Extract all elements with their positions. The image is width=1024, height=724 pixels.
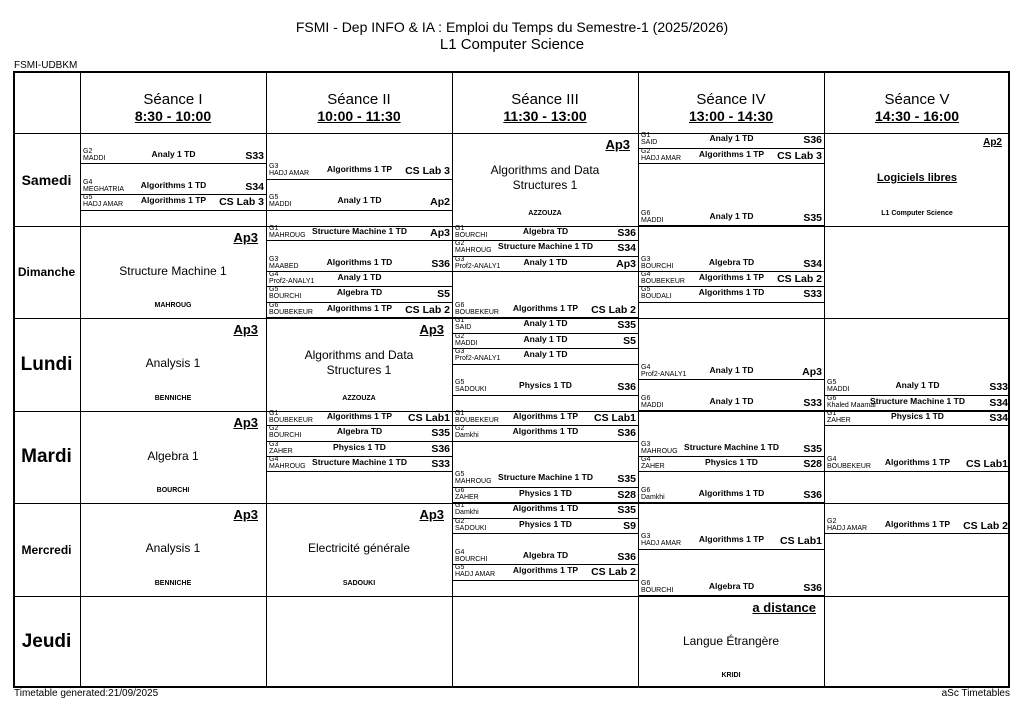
- lecture-course: Analysis 1: [145, 356, 201, 370]
- slot-teacher: HADJ AMAR: [269, 170, 310, 177]
- slot-teacher: Khaled Maamar: [827, 401, 877, 409]
- lecture-teacher: BENNICHE: [154, 580, 192, 587]
- slot-group-id: G2: [83, 147, 93, 155]
- slot-group-id: G5: [455, 564, 465, 571]
- slot-group-id: G3: [641, 440, 651, 448]
- slot-course: Analy 1 TD: [523, 318, 568, 328]
- group-slot: [81, 180, 266, 196]
- slot-teacher: MAABED: [269, 262, 299, 270]
- slot-course: Physics 1 TD: [519, 518, 572, 529]
- slot-room: S33: [989, 381, 1008, 393]
- slot-group-id: G6: [641, 579, 651, 587]
- slot-teacher: MAHROUG: [269, 232, 306, 239]
- slot-group-id: G1: [269, 410, 279, 417]
- group-slot: [639, 581, 824, 597]
- slot-group-id: G2: [455, 517, 465, 525]
- slot-group-id: G6: [455, 301, 465, 309]
- slot-group-id: G2: [641, 147, 651, 155]
- institution-label: FSMI-UDBKM: [14, 60, 78, 71]
- lecture-room: Ap3: [233, 507, 258, 522]
- slot-group-id: G5: [269, 286, 279, 294]
- slot-room: S36: [617, 227, 636, 239]
- grid-border-bottom: [13, 686, 1010, 688]
- generator-brand: aSc Timetables: [941, 688, 1010, 699]
- lecture-course: Algorithms and Data Structures 1: [490, 163, 600, 192]
- slot-teacher: SAID: [641, 139, 658, 146]
- slot-group-id: G4: [827, 456, 837, 463]
- session-name: Séance II: [327, 91, 391, 108]
- slot-group-id: G3: [269, 163, 279, 170]
- lecture-teacher: KRIDI: [721, 672, 741, 679]
- slot-room: S33: [245, 149, 264, 162]
- slot-group-id: G3: [455, 255, 465, 263]
- slot-room: CS Lab 2: [591, 566, 636, 578]
- slot-room: S34: [803, 257, 822, 270]
- slot-group-id: G2: [455, 240, 465, 248]
- lecture-teacher: AZZOUZA: [528, 210, 562, 217]
- slot-course: Analy 1 TD: [337, 272, 382, 282]
- slot-teacher: Damkhi: [455, 509, 479, 516]
- slot-course: Structure Machine 1 TD: [498, 472, 593, 483]
- slot-room: CS Lab 3: [405, 165, 450, 177]
- group-slot: [825, 519, 1010, 535]
- slot-room: S35: [803, 211, 822, 224]
- group-slot: [267, 272, 452, 287]
- session-header: [80, 91, 266, 124]
- lecture-course: Algorithms and Data Structures 1: [304, 348, 414, 377]
- group-slot: [639, 442, 824, 457]
- group-slot: [639, 133, 824, 149]
- session-name: Séance V: [884, 91, 950, 108]
- slot-course: Algebra TD: [522, 226, 569, 236]
- slot-room: S9: [623, 519, 636, 532]
- slot-course: Physics 1 TD: [519, 487, 572, 498]
- slot-teacher: MAHROUG: [641, 447, 678, 455]
- lecture-room: Ap3: [419, 507, 444, 522]
- slot-teacher: HADJ AMAR: [455, 571, 496, 578]
- generated-date: Timetable generated:21/09/2025: [14, 688, 159, 699]
- slot-teacher: BOURCHI: [455, 555, 488, 563]
- group-slot: [825, 396, 1010, 412]
- slot-group-id: G5: [83, 194, 93, 201]
- slot-group-id: G4: [641, 363, 651, 371]
- lecture-course: Logiciels libres: [876, 172, 958, 184]
- slot-course: Structure Machine 1 TD: [312, 457, 407, 467]
- timetable-grid: [13, 71, 1010, 688]
- slot-group-id: G1: [455, 502, 465, 509]
- slot-course: Algebra TD: [708, 580, 755, 591]
- group-slot: [639, 211, 824, 227]
- group-slot: [267, 287, 452, 302]
- group-slot: [825, 411, 1010, 426]
- slot-teacher: BOUBEKEUR: [269, 308, 313, 316]
- slot-room: CS Lab1: [593, 412, 636, 424]
- group-slot: [453, 472, 638, 487]
- group-slot: [453, 488, 638, 503]
- row-divider: [13, 596, 1010, 597]
- slot-teacher: MADDI: [83, 154, 106, 162]
- lecture-room: Ap3: [605, 137, 630, 152]
- slot-course: Algebra TD: [336, 426, 383, 437]
- group-slot: [267, 226, 452, 241]
- slot-teacher: Prof2-ANALY1: [269, 278, 315, 285]
- slot-teacher: Prof2-ANALY1: [455, 262, 501, 270]
- slot-course: Algorithms 1 TP: [326, 411, 393, 421]
- group-slot: [453, 257, 638, 272]
- session-name: Séance IV: [696, 91, 766, 108]
- slot-teacher: MEGHATRIA: [83, 185, 125, 193]
- day-label: Samedi: [21, 171, 72, 188]
- slot-group-id: G4: [641, 456, 651, 463]
- group-slot: [453, 426, 638, 441]
- group-slot: [453, 349, 638, 365]
- group-slot: [453, 550, 638, 566]
- slot-room: S36: [803, 581, 822, 594]
- group-slot: [453, 411, 638, 426]
- group-slot: [453, 519, 638, 535]
- slot-course: Structure Machine 1 TD: [498, 241, 593, 252]
- slot-teacher: MADDI: [641, 216, 664, 224]
- lecture-room: Ap3: [233, 230, 258, 245]
- slot-group-id: G6: [641, 209, 651, 217]
- slot-teacher: ZAHER: [641, 463, 665, 470]
- slot-group-id: G1: [641, 132, 651, 139]
- group-slot: [453, 241, 638, 256]
- slot-room: S33: [803, 288, 822, 301]
- session-time: 8:30 - 10:00: [134, 108, 212, 124]
- lecture-room: Ap3: [233, 415, 258, 430]
- day-label: Mercredi: [21, 542, 72, 557]
- slot-teacher: BOUBEKEUR: [455, 417, 499, 424]
- slot-teacher: Prof2-ANALY1: [641, 370, 687, 378]
- slot-course: Algorithms 1 TP: [698, 534, 765, 544]
- group-slot: [267, 457, 452, 472]
- slot-room: S36: [431, 442, 450, 455]
- lecture-room: a distance: [752, 600, 816, 615]
- slot-room: S35: [617, 473, 636, 486]
- slot-course: Physics 1 TD: [333, 441, 386, 452]
- slot-room: S33: [803, 396, 822, 409]
- slot-course: Analy 1 TD: [709, 395, 754, 406]
- slot-room: S28: [803, 458, 822, 470]
- slot-group-id: G6: [269, 301, 279, 309]
- day-label: Lundi: [20, 353, 73, 375]
- group-slot: [639, 365, 824, 381]
- lecture-teacher: BENNICHE: [154, 395, 192, 402]
- slot-teacher: BOURCHI: [269, 432, 302, 440]
- group-slot: [267, 257, 452, 272]
- slot-room: CS Lab1: [407, 412, 450, 424]
- slot-teacher: BOURCHI: [269, 293, 302, 301]
- group-slot: [453, 565, 638, 581]
- group-slot: [267, 442, 452, 457]
- slot-group-id: G6: [455, 486, 465, 494]
- slot-room: S36: [803, 134, 822, 146]
- slot-teacher: Damkhi: [455, 432, 479, 440]
- slot-teacher: BOURCHI: [455, 232, 488, 239]
- slot-room: S34: [989, 412, 1008, 424]
- lecture-room: Ap2: [983, 137, 1002, 148]
- group-slot: [267, 164, 452, 180]
- slot-group-id: G6: [641, 486, 651, 494]
- slot-room: CS Lab 3: [219, 196, 264, 208]
- slot-room: S35: [617, 504, 636, 516]
- slot-teacher: BOURCHI: [641, 262, 674, 270]
- group-slot: [81, 195, 266, 211]
- slot-course: Analy 1 TD: [337, 195, 382, 205]
- slot-group-id: G2: [455, 425, 465, 433]
- slot-course: Algorithms 1 TP: [512, 302, 579, 313]
- lecture-course: Analysis 1: [145, 541, 201, 555]
- session-time: 14:30 - 16:00: [874, 108, 960, 124]
- slot-room: S5: [437, 288, 450, 301]
- slot-course: Algorithms 1 TP: [326, 164, 393, 174]
- lecture-teacher: MAHROUG: [154, 302, 192, 309]
- slot-teacher: BOUBEKEUR: [269, 417, 313, 424]
- slot-teacher: HADJ AMAR: [641, 540, 682, 547]
- slot-teacher: MAHROUG: [455, 247, 492, 255]
- slot-room: S33: [431, 458, 450, 470]
- slot-teacher: HADJ AMAR: [641, 154, 682, 162]
- slot-course: Algebra TD: [336, 287, 383, 298]
- grid-border-top: [13, 71, 1010, 73]
- slot-course: Physics 1 TD: [891, 411, 944, 421]
- session-time: 10:00 - 11:30: [317, 108, 401, 124]
- group-slot: [639, 396, 824, 412]
- slot-teacher: MADDI: [269, 201, 292, 208]
- slot-room: S5: [623, 334, 636, 347]
- group-slot: [453, 318, 638, 334]
- slot-group-id: G3: [641, 533, 651, 540]
- slot-course: Algorithms 1 TP: [698, 272, 765, 282]
- slot-teacher: BOUDALI: [641, 293, 672, 301]
- lecture-course: Langue Étrangère: [682, 634, 780, 648]
- slot-group-id: G4: [641, 271, 651, 278]
- slot-room: S34: [617, 242, 636, 255]
- slot-course: Algebra TD: [522, 549, 569, 560]
- session-header: [638, 91, 824, 124]
- slot-group-id: G6: [641, 394, 651, 402]
- slot-room: CS Lab 3: [777, 149, 822, 162]
- slot-group-id: G5: [269, 194, 279, 201]
- day-label: Mardi: [21, 446, 72, 467]
- slot-course: Structure Machine 1 TD: [312, 226, 407, 236]
- lecture-teacher: BOURCHI: [156, 487, 190, 494]
- page-subtitle: L1 Computer Science: [439, 36, 585, 53]
- row-divider: [13, 133, 1010, 134]
- session-header: [266, 91, 452, 124]
- slot-teacher: ZAHER: [269, 447, 293, 455]
- slot-course: Analy 1 TD: [151, 148, 196, 159]
- session-header: [452, 91, 638, 124]
- slot-group-id: G1: [455, 410, 465, 417]
- slot-room: Ap3: [802, 365, 822, 378]
- group-slot: [453, 503, 638, 519]
- slot-course: Algorithms 1 TP: [512, 565, 579, 575]
- lecture-teacher: L1 Computer Science: [881, 210, 953, 217]
- slot-room: S28: [617, 488, 636, 501]
- slot-course: Structure Machine 1 TD: [684, 441, 779, 452]
- slot-course: Algorithms 1 TP: [884, 518, 951, 529]
- lecture-room: Ap3: [233, 322, 258, 337]
- slot-room: S36: [617, 550, 636, 563]
- slot-room: CS Lab 2: [591, 303, 636, 316]
- slot-teacher: Prof2-ANALY1: [455, 355, 501, 362]
- slot-group-id: G1: [827, 410, 837, 417]
- slot-room: CS Lab1: [965, 458, 1008, 470]
- session-time: 11:30 - 13:00: [503, 108, 587, 124]
- slot-group-id: G3: [455, 348, 465, 355]
- slot-course: Analy 1 TD: [709, 133, 754, 143]
- slot-teacher: HADJ AMAR: [827, 524, 868, 532]
- slot-room: S35: [617, 319, 636, 331]
- slot-teacher: MADDI: [641, 401, 664, 409]
- group-slot: [81, 149, 266, 165]
- group-slot: [639, 287, 824, 302]
- group-slot: [267, 195, 452, 211]
- slot-group-id: G4: [455, 548, 465, 556]
- slot-room: S36: [431, 257, 450, 270]
- day-label: Dimanche: [17, 265, 76, 279]
- session-name: Séance III: [511, 91, 579, 108]
- slot-group-id: G1: [455, 317, 465, 324]
- slot-group-id: G4: [83, 178, 93, 186]
- slot-group-id: G4: [269, 271, 279, 278]
- group-slot: [639, 534, 824, 550]
- slot-course: Physics 1 TD: [705, 457, 758, 467]
- group-slot: [453, 334, 638, 350]
- slot-course: Algorithms 1 TP: [140, 195, 207, 205]
- slot-teacher: BOUBEKEUR: [641, 278, 685, 285]
- slot-room: S36: [617, 427, 636, 440]
- slot-course: Algorithms 1 TP: [326, 302, 393, 313]
- slot-room: Ap3: [616, 257, 636, 270]
- slot-course: Analy 1 TD: [523, 349, 568, 359]
- slot-room: CS Lab1: [779, 535, 822, 547]
- group-slot: [267, 303, 452, 318]
- group-slot: [825, 457, 1010, 472]
- slot-course: Algorithms 1 TP: [512, 411, 579, 421]
- slot-course: Algorithms 1 TP: [698, 148, 765, 159]
- slot-room: S34: [989, 396, 1008, 409]
- slot-teacher: SADOUKI: [455, 386, 487, 393]
- slot-group-id: G5: [827, 379, 837, 386]
- slot-teacher: Damkhi: [641, 493, 665, 501]
- slot-group-id: G1: [455, 225, 465, 232]
- slot-course: Algorithms 1 TD: [512, 503, 579, 513]
- slot-teacher: ZAHER: [455, 493, 479, 501]
- session-time: 13:00 - 14:30: [688, 108, 774, 124]
- slot-course: Algorithms 1 TD: [698, 487, 765, 498]
- group-slot: [453, 303, 638, 318]
- slot-room: S36: [803, 488, 822, 501]
- slot-group-id: G3: [269, 255, 279, 263]
- slot-group-id: G5: [641, 286, 651, 294]
- slot-course: Analy 1 TD: [895, 380, 940, 390]
- group-slot: [453, 380, 638, 396]
- slot-teacher: MADDI: [827, 386, 850, 393]
- slot-course: Algorithms 1 TD: [326, 256, 393, 267]
- lecture-teacher: AZZOUZA: [342, 395, 376, 402]
- slot-group-id: G4: [269, 456, 279, 463]
- slot-room: S35: [431, 427, 450, 440]
- slot-course: Algebra TD: [708, 256, 755, 267]
- slot-room: CS Lab 2: [405, 303, 450, 316]
- day-label: Jeudi: [21, 631, 72, 652]
- slot-group-id: G6: [827, 394, 837, 402]
- slot-teacher: MAHROUG: [455, 478, 492, 486]
- slot-room: Ap3: [430, 227, 450, 239]
- slot-teacher: MAHROUG: [269, 463, 306, 470]
- lecture-course: Electricité générale: [307, 541, 411, 555]
- slot-room: S35: [803, 442, 822, 455]
- session-header: [824, 91, 1010, 124]
- slot-group-id: G5: [455, 471, 465, 479]
- slot-course: Algorithms 1 TD: [512, 426, 579, 437]
- slot-course: Analy 1 TD: [709, 364, 754, 375]
- slot-course: Analy 1 TD: [709, 210, 754, 221]
- slot-teacher: BOUBEKEUR: [455, 308, 499, 316]
- group-slot: [639, 488, 824, 503]
- slot-room: S34: [245, 180, 264, 193]
- group-slot: [267, 426, 452, 441]
- lecture-room: Ap3: [419, 322, 444, 337]
- slot-course: Physics 1 TD: [519, 380, 572, 390]
- slot-teacher: SADOUKI: [455, 524, 487, 532]
- slot-course: Algorithms 1 TD: [140, 179, 207, 190]
- slot-teacher: ZAHER: [827, 417, 851, 424]
- slot-course: Structure Machine 1 TD: [870, 395, 965, 406]
- slot-room: CS Lab 2: [777, 273, 822, 285]
- lecture-course: Structure Machine 1: [119, 264, 227, 278]
- page-title: FSMI - Dep INFO & IA : Emploi du Temps du Semestre-1 (2025/2026): [295, 19, 729, 35]
- group-slot: [639, 457, 824, 472]
- slot-teacher: BOURCHI: [641, 586, 674, 594]
- slot-course: Algorithms 1 TD: [698, 287, 765, 298]
- slot-teacher: SAID: [455, 324, 472, 331]
- slot-group-id: G5: [455, 379, 465, 386]
- slot-teacher: BOUBEKEUR: [827, 463, 871, 470]
- slot-teacher: MADDI: [455, 339, 478, 347]
- lecture-teacher: SADOUKI: [342, 580, 376, 587]
- slot-group-id: G2: [455, 332, 465, 340]
- group-slot: [639, 272, 824, 287]
- group-slot: [639, 149, 824, 165]
- session-name: Séance I: [143, 91, 203, 108]
- group-slot: [825, 380, 1010, 396]
- lecture-course: Algebra 1: [147, 449, 199, 463]
- group-slot: [453, 226, 638, 241]
- slot-room: Ap2: [430, 196, 450, 208]
- group-slot: [267, 411, 452, 426]
- slot-group-id: G2: [827, 517, 837, 525]
- slot-course: Algorithms 1 TP: [884, 457, 951, 467]
- slot-course: Analy 1 TD: [523, 333, 568, 344]
- slot-group-id: G3: [641, 255, 651, 263]
- slot-teacher: HADJ AMAR: [83, 201, 124, 208]
- slot-room: CS Lab 2: [963, 519, 1008, 532]
- slot-room: S36: [617, 381, 636, 393]
- slot-group-id: G3: [269, 440, 279, 448]
- slot-group-id: G2: [269, 425, 279, 433]
- slot-group-id: G1: [269, 225, 279, 232]
- group-slot: [639, 257, 824, 272]
- slot-course: Analy 1 TD: [523, 256, 568, 267]
